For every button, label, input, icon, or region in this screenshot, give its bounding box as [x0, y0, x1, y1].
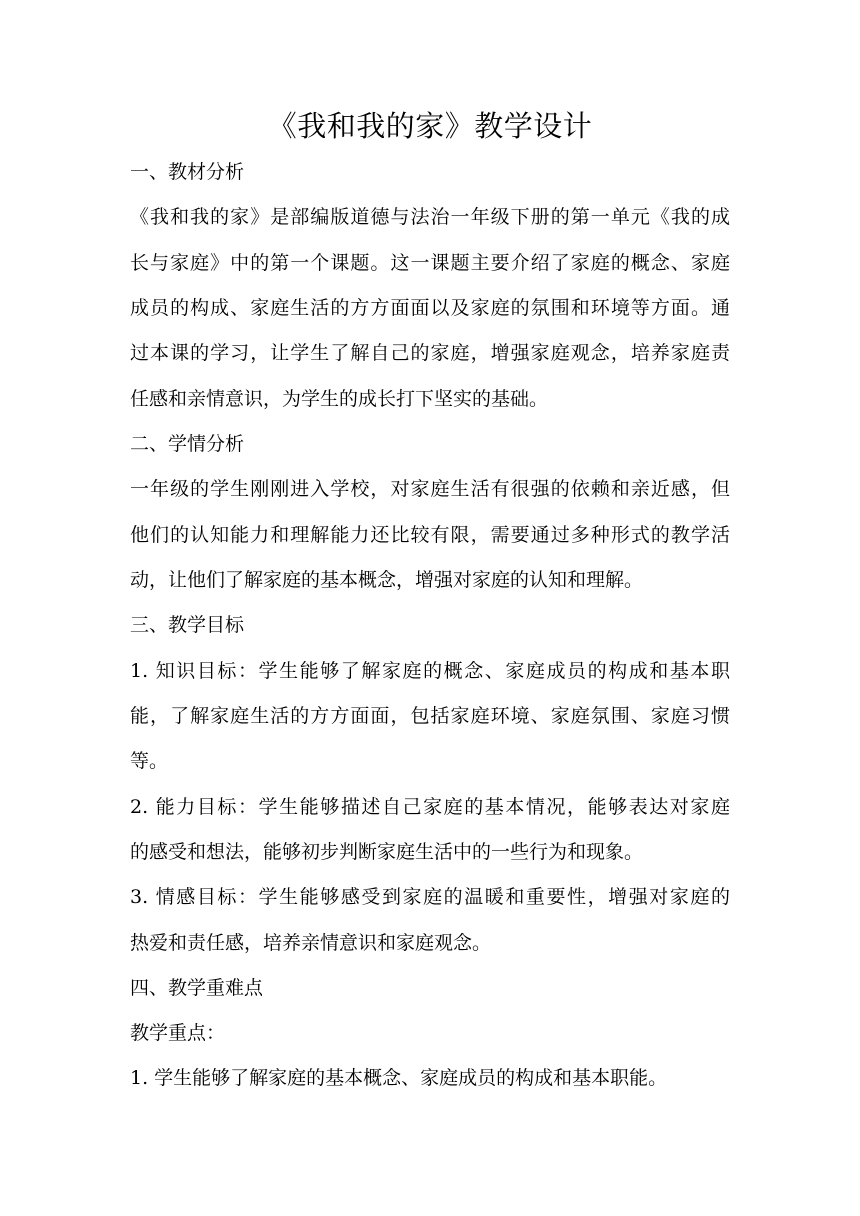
list-item-line: 1. 知识目标：学生能够了解家庭的概念、家庭成员的构成和基本职: [130, 660, 730, 682]
section-heading-3: 三、教学目标: [130, 614, 245, 636]
paragraph-line: 一年级的学生刚刚进入学校，对家庭生活有很强的依赖和亲近感，但: [130, 478, 730, 500]
paragraph-line: 动，让他们了解家庭的基本概念，增强对家庭的认知和理解。: [130, 569, 644, 591]
subheading: 教学重点：: [130, 1022, 226, 1044]
paragraph-line: 长与家庭》中的第一个课题。这一课题主要介绍了家庭的概念、家庭: [130, 252, 730, 274]
list-item-line: 等。: [130, 750, 169, 772]
paragraph-line: 《我和我的家》是部编版道德与法治一年级下册的第一单元《我的成: [130, 206, 730, 228]
paragraph-line: 任感和亲情意识，为学生的成长打下坚实的基础。: [130, 388, 549, 410]
list-item-line: 的感受和想法，能够初步判断家庭生活中的一些行为和现象。: [130, 841, 644, 863]
section-heading-2: 二、学情分析: [130, 433, 245, 455]
list-item-line: 能，了解家庭生活的方方面面，包括家庭环境、家庭氛围、家庭习惯: [130, 705, 730, 727]
list-item-line: 热爱和责任感，培养亲情意识和家庭观念。: [130, 932, 492, 954]
section-heading-1: 一、教材分析: [130, 161, 245, 183]
list-item-line: 3. 情感目标：学生能够感受到家庭的温暖和重要性，增强对家庭的: [130, 886, 730, 908]
list-item-line: 2. 能力目标：学生能够描述自己家庭的基本情况，能够表达对家庭: [130, 796, 730, 818]
section-heading-4: 四、教学重难点: [130, 977, 264, 999]
paragraph-line: 他们的认知能力和理解能力还比较有限，需要通过多种形式的教学活: [130, 524, 730, 546]
paragraph-line: 成员的构成、家庭生活的方方面面以及家庭的氛围和环境等方面。通: [130, 297, 730, 319]
page-title: 《我和我的家》教学设计: [267, 109, 593, 143]
list-item-line: 1. 学生能够了解家庭的基本概念、家庭成员的构成和基本职能。: [130, 1067, 668, 1089]
paragraph-line: 过本课的学习，让学生了解自己的家庭，增强家庭观念，培养家庭责: [130, 342, 730, 364]
